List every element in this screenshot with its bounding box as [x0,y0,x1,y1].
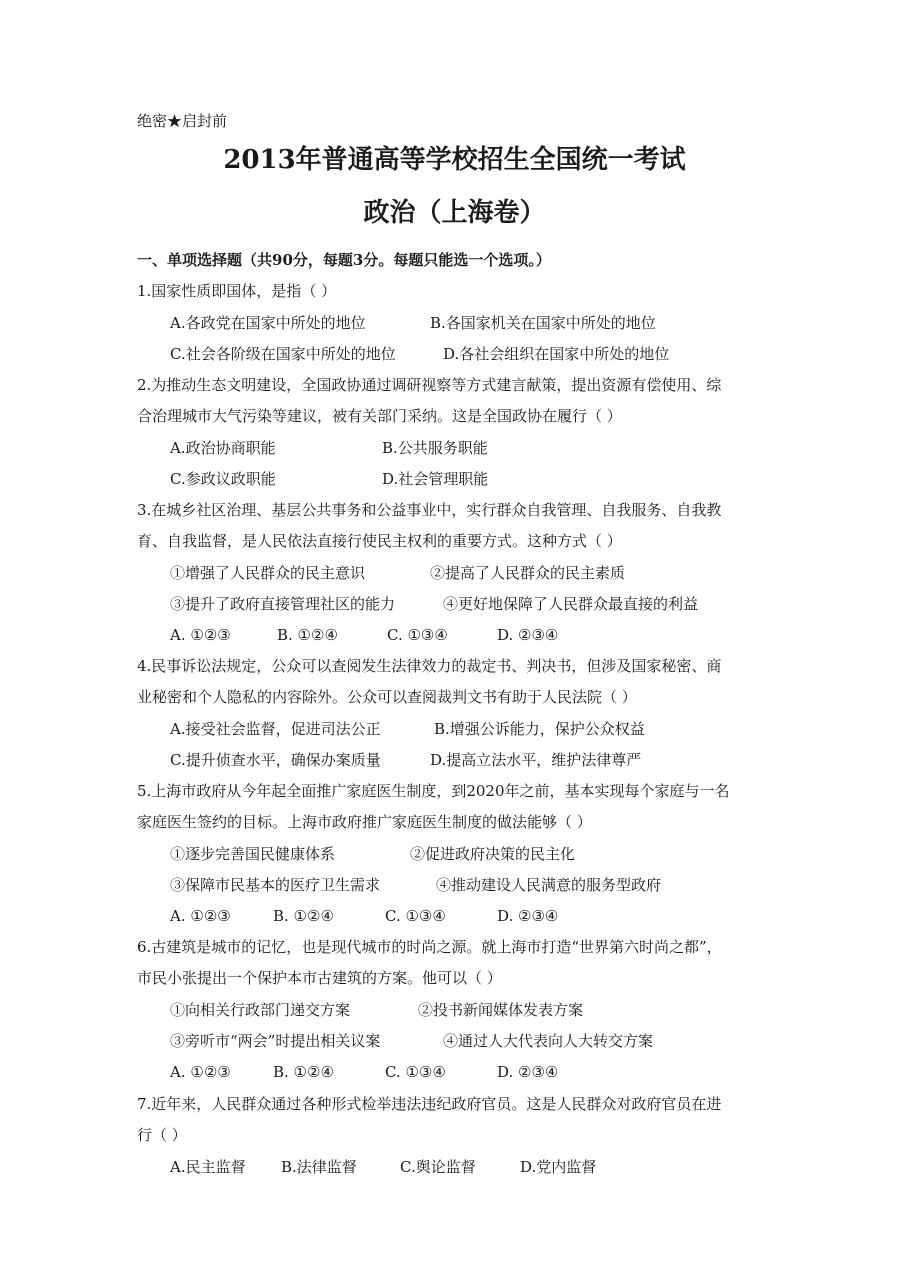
question-7-choice-a: A.民主监督 [170,1158,246,1176]
question-1-option-b: B.各国家机关在国家中所处的地位 [430,314,656,332]
question-1-option-d: D.各社会组织在国家中所处的地位 [443,345,670,363]
question-5-statement-2: ②促进政府决策的民主化 [410,845,576,863]
question-3-stem-line-2: 育、自我监督，是人民依法直接行使民主权利的重要方式。这种方式（ ） [137,532,622,550]
question-7-choice-d: D.党内监督 [520,1158,597,1176]
question-7-choice-c: C.舆论监督 [400,1158,476,1176]
question-3-statement-4: ④更好地保障了人民群众最直接的利益 [443,595,699,613]
secret-label: 绝密★启封前 [137,112,228,130]
question-6-choice-a: A. ①②③ [170,1063,231,1081]
question-2-option-c: C.参政议政职能 [170,470,276,488]
exam-title: 2013年普通高等学校招生全国统一考试 [223,145,686,175]
question-3-stem-line-1: 3.在城乡社区治理、基层公共事务和公益事业中，实行群众自我管理、自我服务、自我教 [137,501,722,519]
question-2-option-a: A.政治协商职能 [170,439,276,457]
section-heading: 一、单项选择题（共90分，每题3分。每题只能选一个选项。） [137,251,551,269]
question-2-stem-line-2: 合治理城市大气污染等建议，被有关部门采纳。这是全国政协在履行（ ） [137,407,622,425]
question-7-stem-line-1: 7.近年来，人民群众通过各种形式检举违法违纪政府官员。这是人民群众对政府官员在进 [137,1095,722,1113]
question-4-option-b: B.增强公诉能力，保护公众权益 [434,720,645,738]
exam-subtitle: 政治（上海卷） [363,198,546,228]
question-1-option-c: C.社会各阶级在国家中所处的地位 [170,345,396,363]
question-7-stem-line-2: 行（ ） [137,1126,187,1144]
question-5-statement-3: ③保障市民基本的医疗卫生需求 [170,876,381,894]
question-6-statement-4: ④通过人大代表向人大转交方案 [443,1032,654,1050]
question-4-stem-line-2: 业秘密和个人隐私的内容除外。公众可以查阅裁判文书有助于人民法院（ ） [137,688,637,706]
question-5-choice-b: B. ①②④ [273,907,334,925]
question-5-choice-c: C. ①③④ [385,907,446,925]
question-2-option-b: B.公共服务职能 [382,439,488,457]
question-2-stem-line-1: 2.为推动生态文明建设，全国政协通过调研视察等方式建言献策，提出资源有偿使用、综 [137,376,722,394]
question-6-choice-c: C. ①③④ [385,1063,446,1081]
question-5-stem-line-1: 5.上海市政府从今年起全面推广家庭医生制度，到2020年之前，基本实现每个家庭与一名 [137,782,730,800]
question-6-stem-line-1: 6.古建筑是城市的记忆，也是现代城市的时尚之源。就上海市打造“世界第六时尚之都”， [137,938,722,956]
question-3-choice-d: D. ②③④ [497,626,559,644]
question-6-statement-2: ②投书新闻媒体发表方案 [418,1001,584,1019]
question-4-option-c: C.提升侦查水平，确保办案质量 [170,751,381,769]
question-3-choice-a: A. ①②③ [170,626,231,644]
question-4-option-d: D.提高立法水平，维护法律尊严 [430,751,642,769]
question-1-stem: 1.国家性质即国体，是指（ ） [137,282,337,300]
question-3-choice-b: B. ①②④ [277,626,338,644]
question-1-option-a: A.各政党在国家中所处的地位 [170,314,366,332]
question-5-stem-line-2: 家庭医生签约的目标。上海市政府推广家庭医生制度的做法能够（ ） [137,813,592,831]
question-5-statement-4: ④推动建设人民满意的服务型政府 [436,876,662,894]
question-3-choice-c: C. ①③④ [387,626,448,644]
question-4-stem-line-1: 4.民事诉讼法规定，公众可以查阅发生法律效力的裁定书、判决书，但涉及国家秘密、商 [137,657,722,675]
question-7-choice-b: B.法律监督 [281,1158,357,1176]
question-6-stem-line-2: 市民小张提出一个保护本市古建筑的方案。他可以（ ） [137,969,502,987]
question-5-choice-d: D. ②③④ [497,907,559,925]
question-6-choice-d: D. ②③④ [497,1063,559,1081]
question-6-choice-b: B. ①②④ [273,1063,334,1081]
question-4-option-a: A.接受社会监督，促进司法公正 [170,720,381,738]
question-5-choice-a: A. ①②③ [170,907,231,925]
question-6-statement-1: ①向相关行政部门递交方案 [170,1001,351,1019]
question-5-statement-1: ①逐步完善国民健康体系 [170,845,336,863]
question-2-option-d: D.社会管理职能 [382,470,489,488]
question-6-statement-3: ③旁听市“两会”时提出相关议案 [170,1032,381,1050]
question-3-statement-2: ②提高了人民群众的民主素质 [430,564,626,582]
question-3-statement-1: ①增强了人民群众的民主意识 [170,564,366,582]
question-3-statement-3: ③提升了政府直接管理社区的能力 [170,595,396,613]
